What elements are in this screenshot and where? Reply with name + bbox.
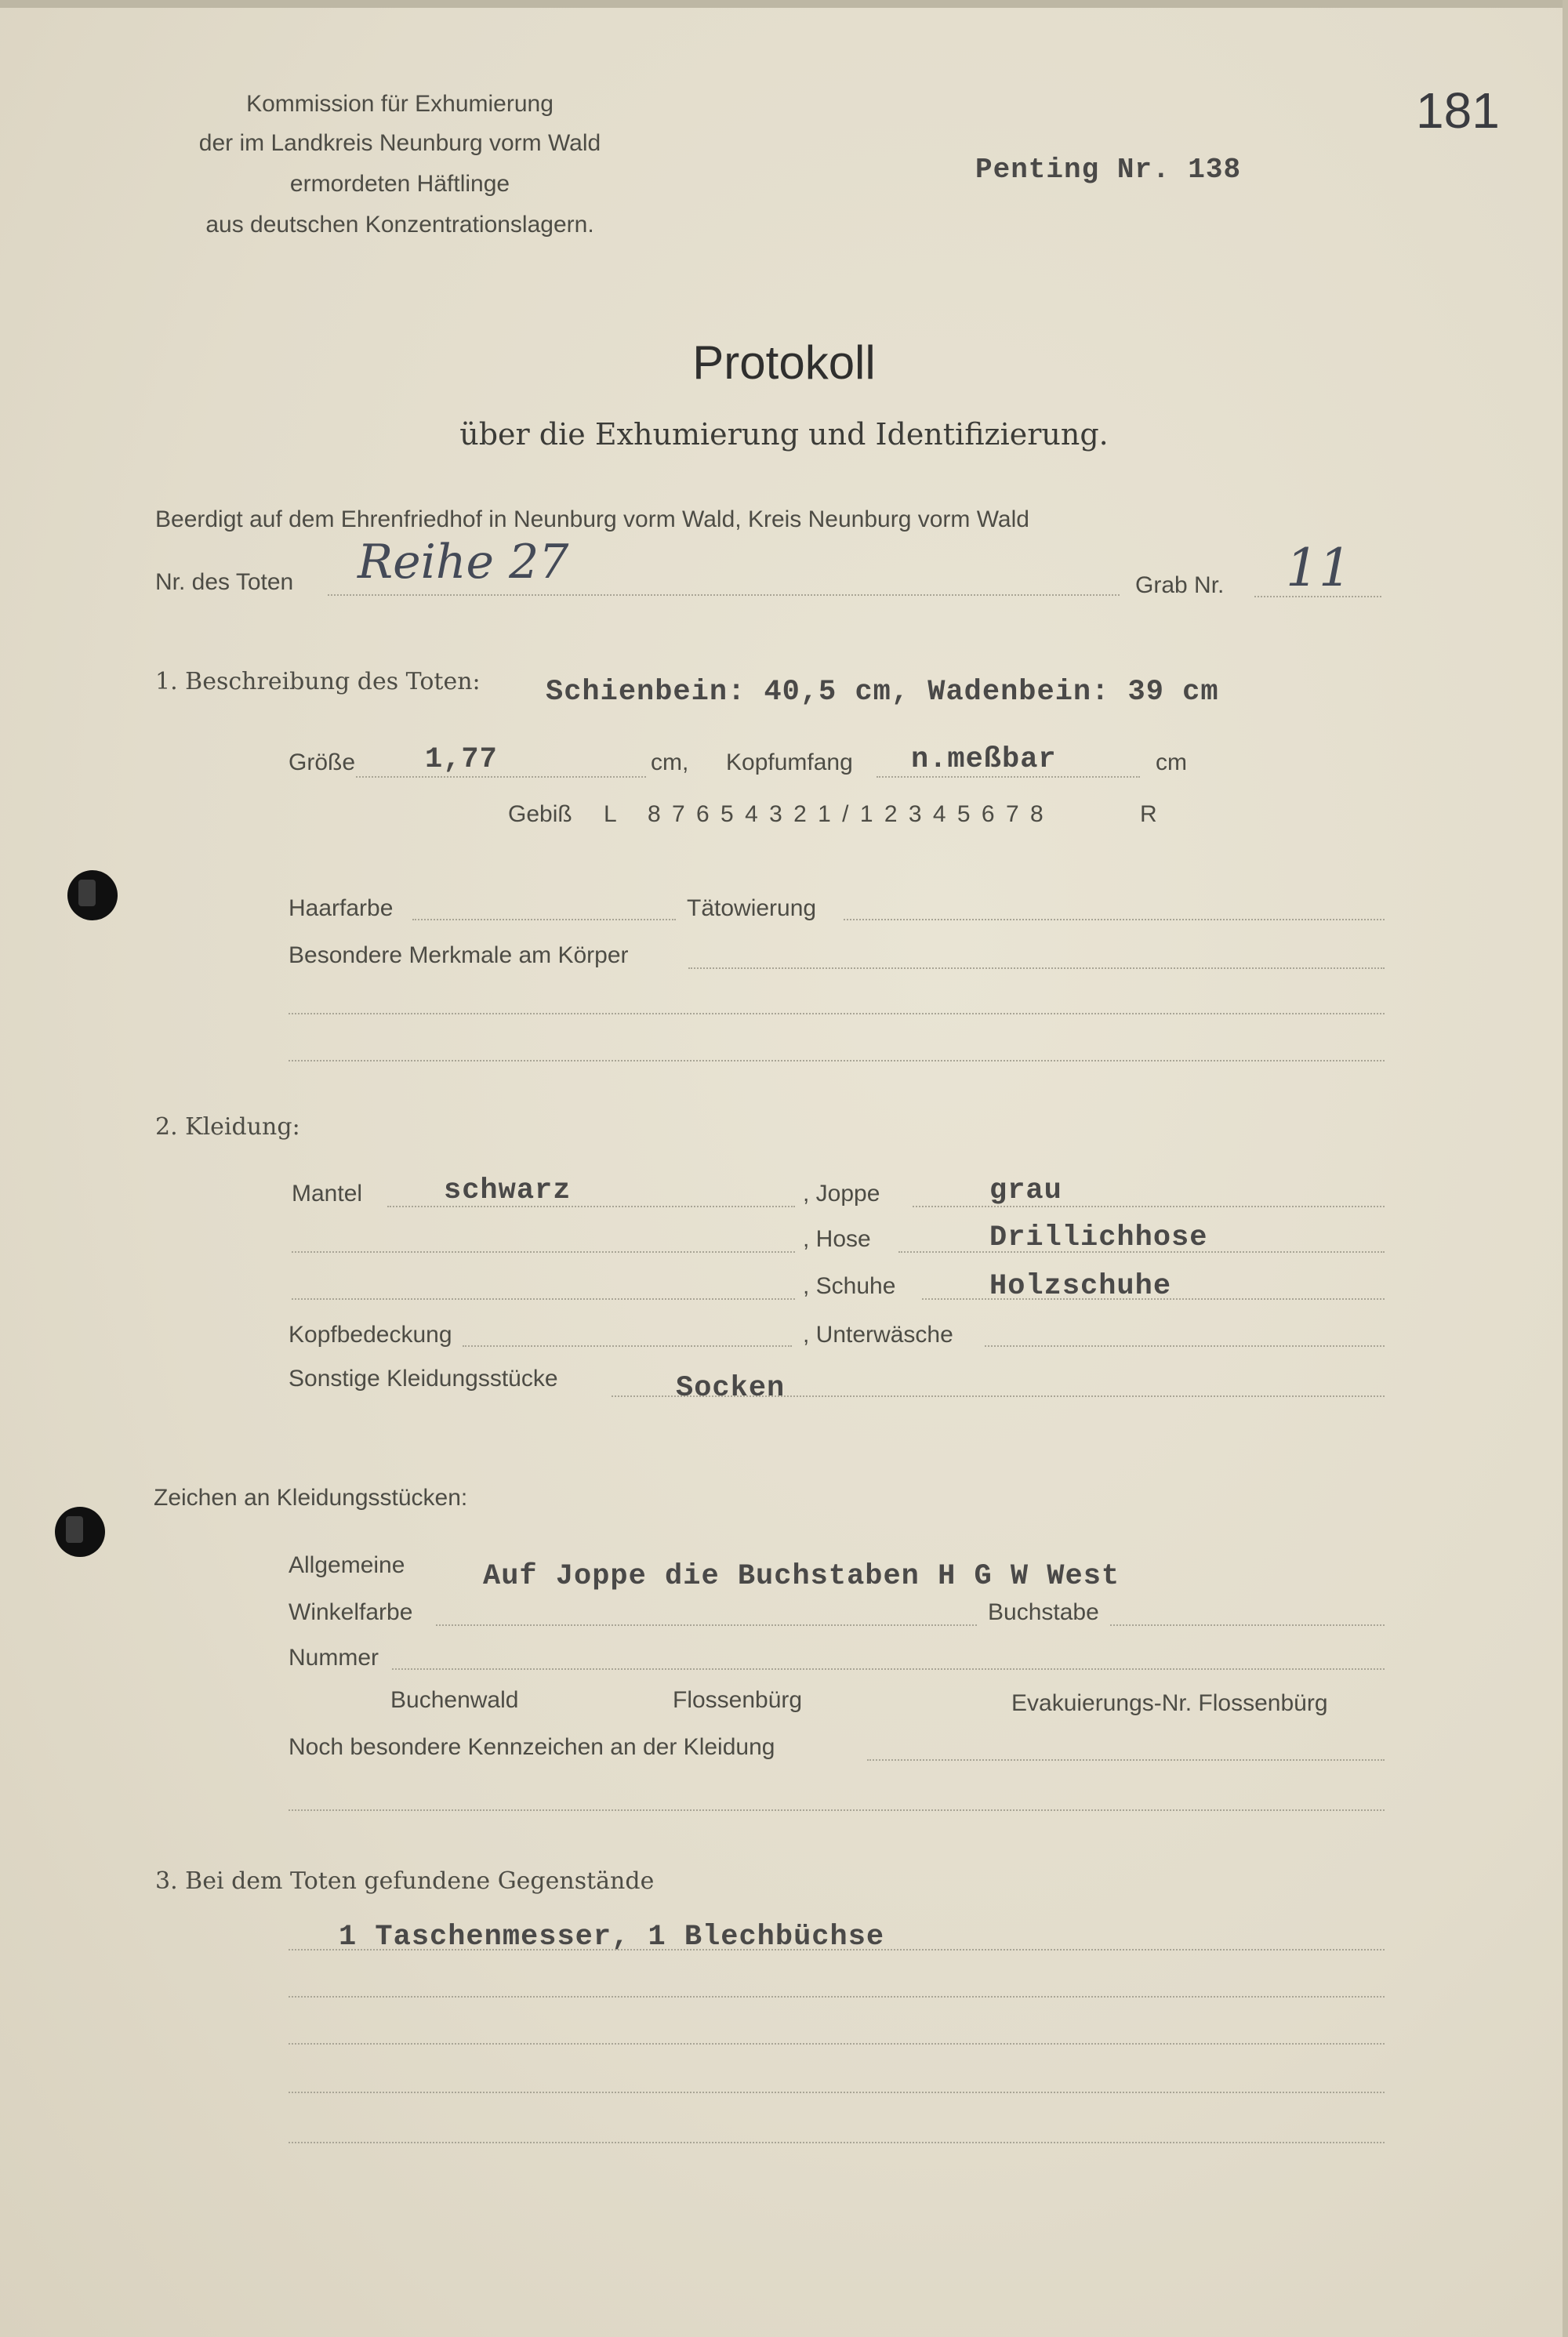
- dead-number-value: Reihe 27: [358, 535, 569, 590]
- tattoo-line: [844, 919, 1385, 920]
- found-items-line-5: [289, 2142, 1385, 2143]
- jacket-label: , Joppe: [803, 1181, 880, 1207]
- grave-number-label: Grab Nr.: [1135, 572, 1225, 598]
- head-circumference-unit: cm: [1156, 749, 1187, 775]
- org-line-1: Kommission für Exhumierung: [246, 91, 554, 117]
- section2-heading: 2. Kleidung:: [155, 1113, 300, 1141]
- body-marks-line-3: [289, 1060, 1385, 1061]
- dead-number-label: Nr. des Toten: [155, 569, 294, 595]
- org-line-4: aus deutschen Konzentrationslagern.: [205, 212, 594, 238]
- trousers-value: Drillichhose: [989, 1221, 1208, 1254]
- evacuation-number-label: Evakuierungs-Nr. Flossenbürg: [1011, 1690, 1328, 1716]
- page-number: 181: [1416, 82, 1500, 139]
- found-items-value: 1 Taschenmesser, 1 Blechbüchse: [339, 1921, 885, 1954]
- tattoo-label: Tätowierung: [687, 895, 817, 921]
- document-title: Protokoll: [692, 336, 876, 389]
- other-clothing-marks-line-2: [289, 1809, 1385, 1811]
- headwear-label: Kopfbedeckung: [289, 1322, 452, 1348]
- reference-number: Penting Nr. 138: [975, 154, 1242, 186]
- org-line-2: der im Landkreis Neunburg vorm Wald: [198, 130, 601, 156]
- teeth-right: R: [1140, 801, 1157, 827]
- clothing-blank-line: [292, 1251, 795, 1253]
- teeth-row: 8 7 6 5 4 3 2 1 / 1 2 3 4 5 6 7 8: [648, 801, 1046, 827]
- letter-label: Buchstabe: [988, 1599, 1099, 1625]
- clothing-blank-line-2: [292, 1298, 795, 1300]
- document-subtitle: über die Exhumierung und Identifizierung.: [459, 417, 1109, 452]
- jacket-value: grau: [989, 1174, 1062, 1207]
- size-label: Größe: [289, 749, 356, 775]
- angle-color-label: Winkelfarbe: [289, 1599, 413, 1625]
- other-clothing-marks-label: Noch besondere Kennzeichen an der Kleidung: [289, 1734, 775, 1760]
- letter-line: [1110, 1624, 1385, 1626]
- general-marks-value: Auf Joppe die Buchstaben H G W West: [483, 1560, 1120, 1593]
- size-value: 1,77: [425, 743, 498, 776]
- found-items-line-4: [289, 2092, 1385, 2093]
- headwear-line: [463, 1345, 792, 1347]
- found-items-line-2: [289, 1996, 1385, 1998]
- grave-number-value: 11: [1286, 538, 1352, 598]
- other-clothing-value: Socken: [676, 1372, 786, 1405]
- number-line: [392, 1668, 1385, 1670]
- teeth-label: Gebiß: [508, 801, 572, 827]
- flossenburg-label: Flossenbürg: [673, 1687, 803, 1713]
- size-unit: cm,: [651, 749, 689, 775]
- section3-heading: 3. Bei dem Toten gefundene Gegenstände: [155, 1867, 655, 1895]
- other-clothing-label: Sonstige Kleidungsstücke: [289, 1366, 558, 1392]
- head-circumference-line: [877, 776, 1140, 778]
- buchenwald-label: Buchenwald: [390, 1687, 519, 1713]
- hair-color-line: [412, 919, 676, 920]
- shoes-label: , Schuhe: [803, 1273, 896, 1299]
- other-clothing-marks-line: [867, 1759, 1385, 1761]
- found-items-line-3: [289, 2043, 1385, 2045]
- shoes-value: Holzschuhe: [989, 1270, 1172, 1303]
- head-circumference-label: Kopfumfang: [726, 749, 853, 775]
- burial-text: Beerdigt auf dem Ehrenfriedhof in Neunburg vorm Wald, Kreis Neunburg vorm Wald: [155, 506, 1029, 532]
- jacket-line: [913, 1206, 1385, 1207]
- found-items-line: [289, 1949, 1385, 1951]
- size-line: [356, 776, 646, 778]
- clothing-marks-heading: Zeichen an Kleidungsstücken:: [154, 1485, 468, 1511]
- coat-label: Mantel: [292, 1181, 363, 1207]
- trousers-label: , Hose: [803, 1226, 871, 1252]
- number-label: Nummer: [289, 1645, 379, 1671]
- angle-color-line: [436, 1624, 977, 1626]
- paper-top-edge: [0, 0, 1568, 8]
- hair-color-label: Haarfarbe: [289, 895, 394, 921]
- body-marks-line: [688, 967, 1385, 969]
- body-marks-label: Besondere Merkmale am Körper: [289, 942, 629, 968]
- coat-value: schwarz: [444, 1174, 572, 1207]
- paper-right-edge: [1563, 0, 1568, 2337]
- underwear-label: , Unterwäsche: [803, 1322, 953, 1348]
- section1-heading: 1. Beschreibung des Toten:: [155, 668, 481, 695]
- tibia-description: Schienbein: 40,5 cm, Wadenbein: 39 cm: [546, 676, 1219, 709]
- punch-hole-top: [67, 870, 118, 920]
- punch-hole-bottom: [55, 1507, 105, 1557]
- underwear-line: [985, 1345, 1385, 1347]
- general-marks-label: Allgemeine: [289, 1552, 405, 1578]
- org-line-3: ermordeten Häftlinge: [289, 171, 510, 197]
- head-circumference-value: n.meßbar: [911, 743, 1057, 776]
- dead-number-line: [328, 594, 1120, 596]
- body-marks-line-2: [289, 1013, 1385, 1014]
- teeth-left: L: [604, 801, 617, 827]
